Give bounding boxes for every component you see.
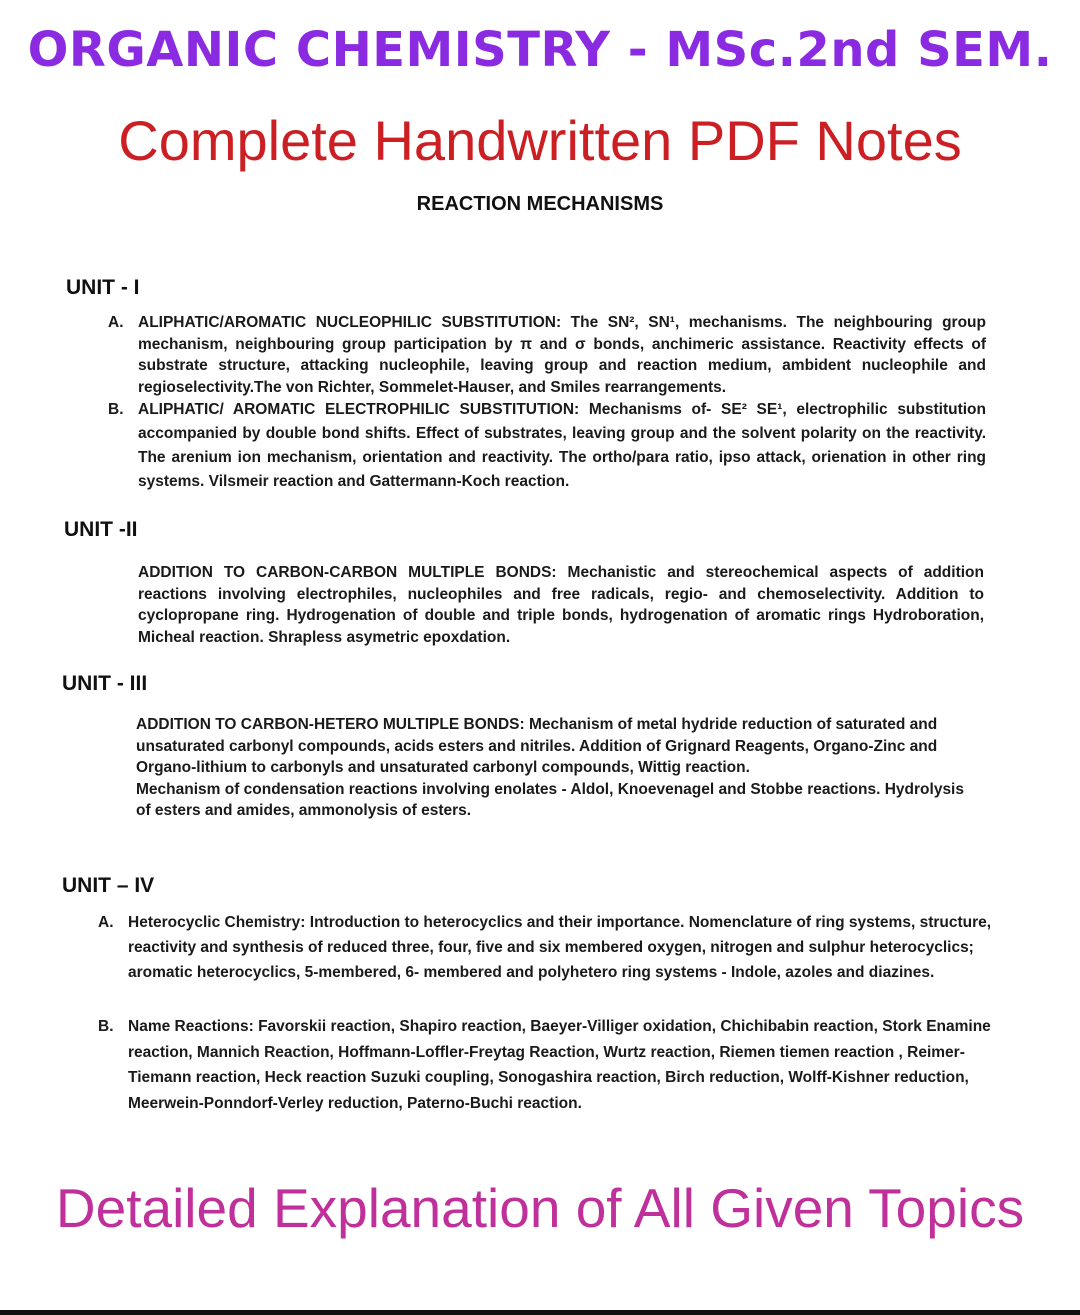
unit-3-title: UNIT - III — [62, 672, 148, 695]
item-text: Introduction to heterocyclics and their importance. Nomenclature of ring systems, structure, reactivity and synthesis of reduced three, four, five and six membered oxygen, nitrogen and sulphur heterocyclics; aromatic heterocyclics, 5-membered, 6- membered and polyhetero ring systems - Indole, azoles and diazines. — [128, 914, 992, 981]
item-letter: B. — [98, 1018, 114, 1035]
page-title: ORGANIC CHEMISTRY - MSc.2nd SEM. — [27, 22, 1053, 78]
unit-4-title: UNIT – IV — [62, 874, 155, 897]
item-letter: A. — [98, 914, 114, 931]
item-lead: ALIPHATIC/ AROMATIC ELECTROPHILIC SUBSTITUTION: — [138, 401, 580, 418]
item-letter: B. — [108, 401, 124, 418]
item-lead: ALIPHATIC/AROMATIC NUCLEOPHILIC SUBSTITUTION: — [138, 314, 562, 331]
unit-4-item-b — [98, 1014, 1012, 1116]
unit-1-item-b — [108, 398, 986, 494]
unit-2-title: UNIT -II — [64, 518, 138, 541]
unit-1-item-a — [108, 312, 986, 398]
page-subtitle: Complete Handwritten PDF Notes — [118, 109, 962, 172]
section-heading: REACTION MECHANISMS — [416, 193, 664, 215]
unit-4-item-a — [98, 910, 994, 985]
item-text-2: Mechanism of condensation reactions involving enolates - Aldol, Knoevenagel and Stobbe reactions. Hydrolysis of esters and amides, ammonolysis of esters. — [136, 780, 964, 819]
item-lead: ADDITION TO CARBON-CARBON MULTIPLE BONDS: — [138, 564, 557, 581]
unit-2-item — [138, 562, 984, 648]
item-letter: A. — [108, 314, 124, 331]
item-lead: Heterocyclic Chemistry: — [128, 914, 306, 931]
item-lead: Name Reactions: — [128, 1018, 254, 1035]
item-lead: ADDITION TO CARBON-HETERO MULTIPLE BONDS: — [136, 716, 525, 733]
unit-1-title: UNIT - I — [66, 276, 140, 299]
footer-banner: Detailed Explanation of All Given Topics — [55, 1177, 1025, 1239]
item-text: The SN², SN¹, mechanisms. The neighbouring group mechanism, neighbouring group participation by π and σ bonds, anchimeric assistance. Reactivity effects of substrate structure, attacking nucleophile, leaving group and reaction medium, ambident nucleophile and regioselectivity.The von Richter, Sommelet-Hauser, and Smiles rearrangements. — [138, 314, 986, 396]
unit-3-item — [136, 714, 980, 822]
item-text: Mechanistic and stereochemical aspects of addition reactions involving electrophiles, nucleophiles and free radicals, regio- and chemoselectivity. Addition to cyclopropane ring. Hydrogenation of double and triple bonds, hydrogenation of aromatic rings Hydroboration, Micheal reaction. Shrapless asymetric epoxdation. — [138, 564, 984, 646]
item-text: Mechanism of metal hydride reduction of saturated and unsaturated carbonyl compounds, acids esters and nitriles. Addition of Grignard Reagents, Organo-Zinc and Organo-lithium to carbonyls and unsaturated carbonyl compounds, Wittig reaction. — [136, 716, 938, 776]
item-text: Favorskii reaction, Shapiro reaction, Baeyer-Villiger oxidation, Chichibabin reaction, Stork Enamine reaction, Mannich Reaction, Hoffmann-Loffler-Freytag Reaction, Wurtz reaction, Riemen tiemen reaction , Reimer-Tiemann reaction, Heck reaction Suzuki coupling, Sonogashira reaction, Birch reduction, Wolff-Kishner reduction, Meerwein-Ponndorf-Verley reduction, Paterno-Buchi reaction. — [128, 1018, 991, 1112]
bottom-border — [0, 1310, 1080, 1315]
item-text: Mechanisms of- SE² SE¹, electrophilic substitution accompanied by double bond shifts. Effect of substrates, leaving group and the solvent polarity on the reactivity. The arenium ion mechanism, orientation and reactivity. The ortho/para ratio, ipso attack, orienation in other ring systems. Vilsmeir reaction and Gattermann-Koch reaction. — [138, 401, 986, 490]
